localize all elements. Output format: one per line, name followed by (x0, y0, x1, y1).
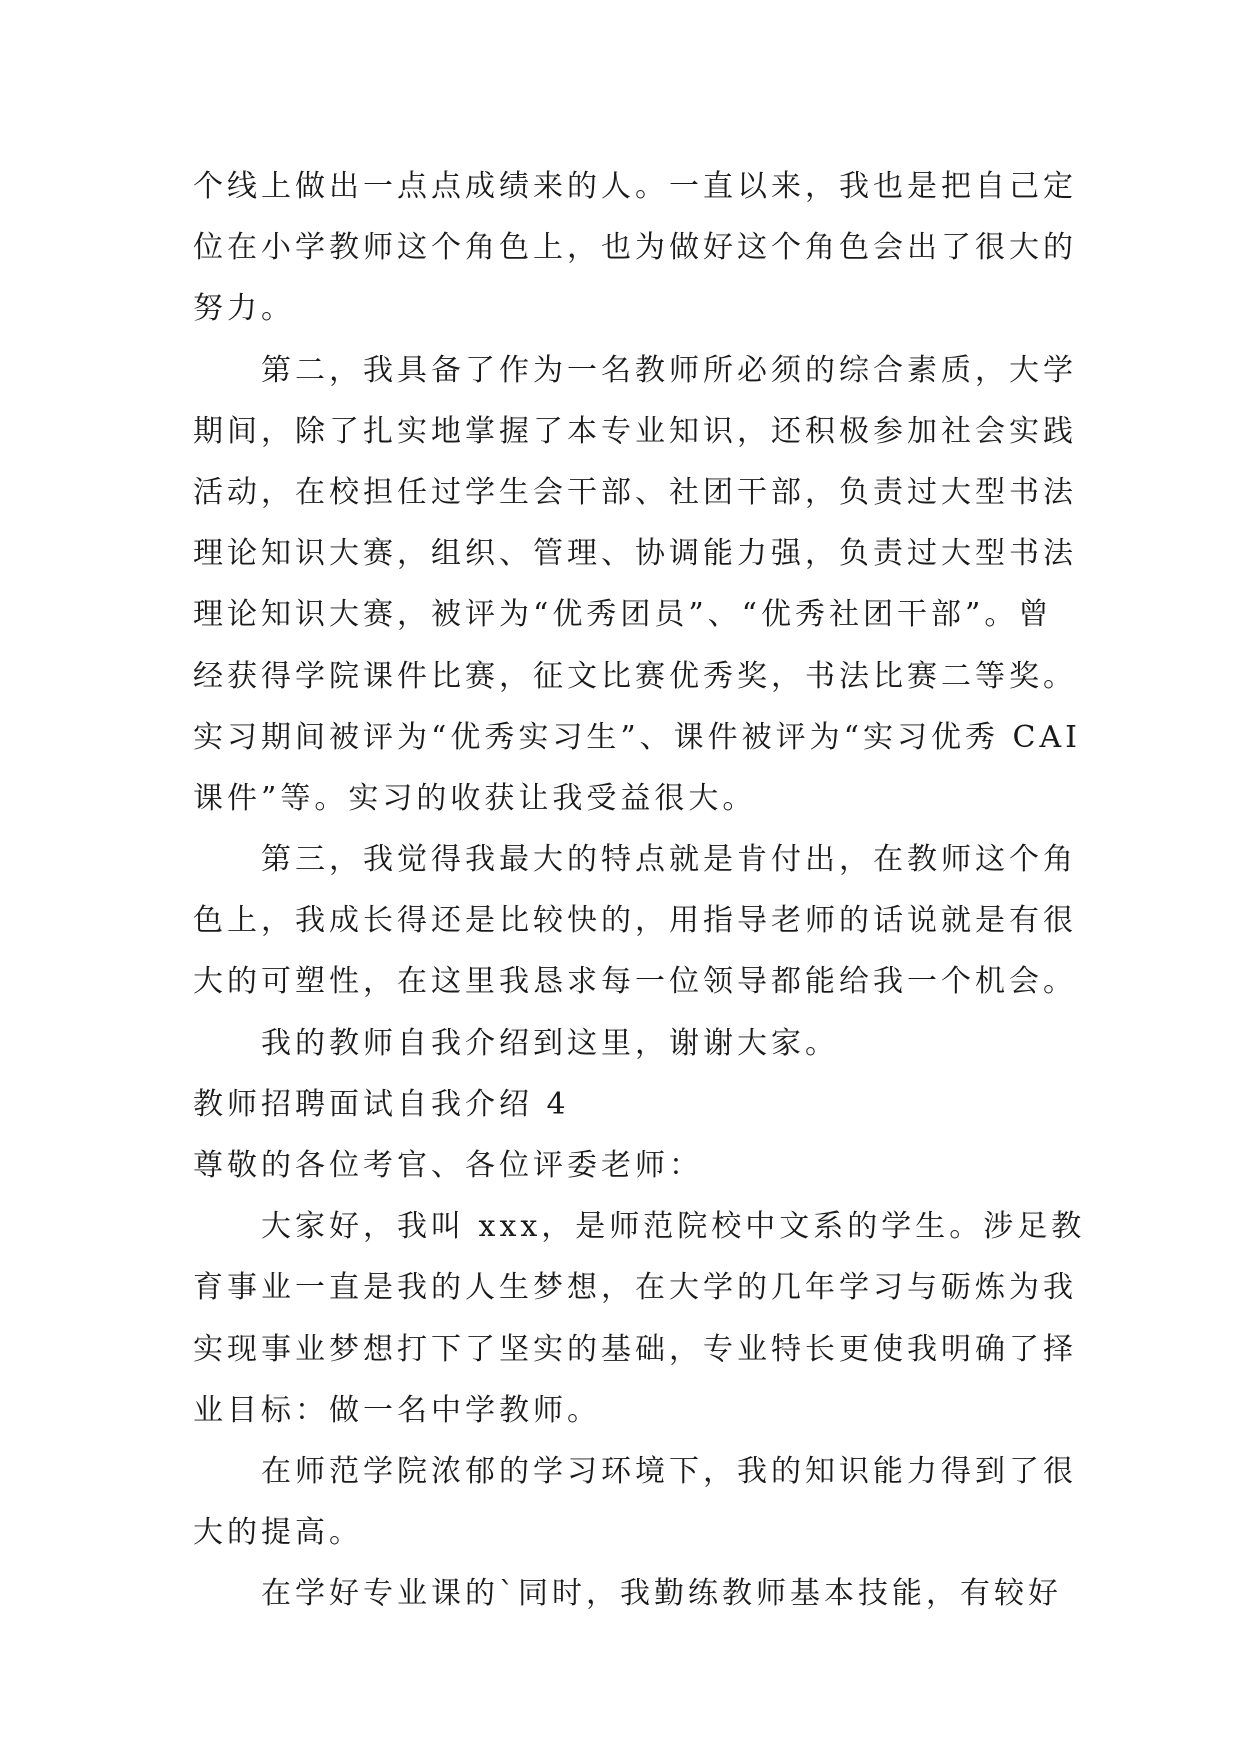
text-line: 育事业一直是我的人生梦想，在大学的几年学习与砺炼为我 (193, 1270, 1077, 1306)
text-line: 业目标：做一名中学教师。 (193, 1392, 601, 1428)
text-line: 理论知识大赛，组织、管理、协调能力强，负责过大型书法 (193, 536, 1077, 572)
text-line: 大的提高。 (193, 1515, 363, 1551)
paragraph-start-line: 第二，我具备了作为一名教师所必须的综合素质，大学 (261, 352, 1077, 388)
text-line: 活动，在校担任过学生会干部、社团干部，负责过大型书法 (193, 474, 1077, 510)
text-line: 位在小学教师这个角色上，也为做好这个角色会出了很大的 (193, 230, 1077, 266)
paragraph-start-line: 大家好，我叫 xxx，是师范院校中文系的学生。涉足教 (261, 1209, 1086, 1245)
salutation-line: 尊敬的各位考官、各位评委老师： (193, 1148, 703, 1183)
paragraph-start-line: 第三，我觉得我最大的特点就是肯付出，在教师这个角 (261, 842, 1077, 878)
text-line: 个线上做出一点点成绩来的人。一直以来，我也是把自己定 (193, 169, 1077, 204)
text-line: 色上，我成长得还是比较快的，用指导老师的话说就是有很 (193, 903, 1077, 939)
text-line: 理论知识大赛，被评为“优秀团员”、“优秀社团干部”。曾 (193, 597, 1053, 633)
text-line: 大的可塑性，在这里我恳求每一位领导都能给我一个机会。 (193, 964, 1077, 1000)
text-line: 实现事业梦想打下了坚实的基础，专业特长更使我明确了择 (193, 1331, 1077, 1367)
text-line: 努力。 (193, 291, 295, 327)
text-line: 课件”等。实习的收获让我受益很大。 (193, 780, 757, 816)
text-line: 经获得学院课件比赛，征文比赛优秀奖，书法比赛二等奖。 (193, 658, 1077, 694)
text-line: 期间，除了扎实地掌握了本专业知识，还积极参加社会实践 (193, 413, 1077, 449)
paragraph-start-line: 在师范学院浓郁的学习环境下，我的知识能力得到了很 (261, 1453, 1077, 1489)
paragraph-start-line: 我的教师自我介绍到这里，谢谢大家。 (261, 1025, 839, 1061)
text-line: 实习期间被评为“优秀实习生”、课件被评为“实习优秀 CAI (193, 719, 1082, 755)
section-heading: 教师招聘面试自我介绍 4 (193, 1086, 570, 1122)
body-text (193, 156, 1086, 1625)
paragraph-start-line: 在学好专业课的`同时，我勤练教师基本技能，有较好 (261, 1576, 1062, 1612)
